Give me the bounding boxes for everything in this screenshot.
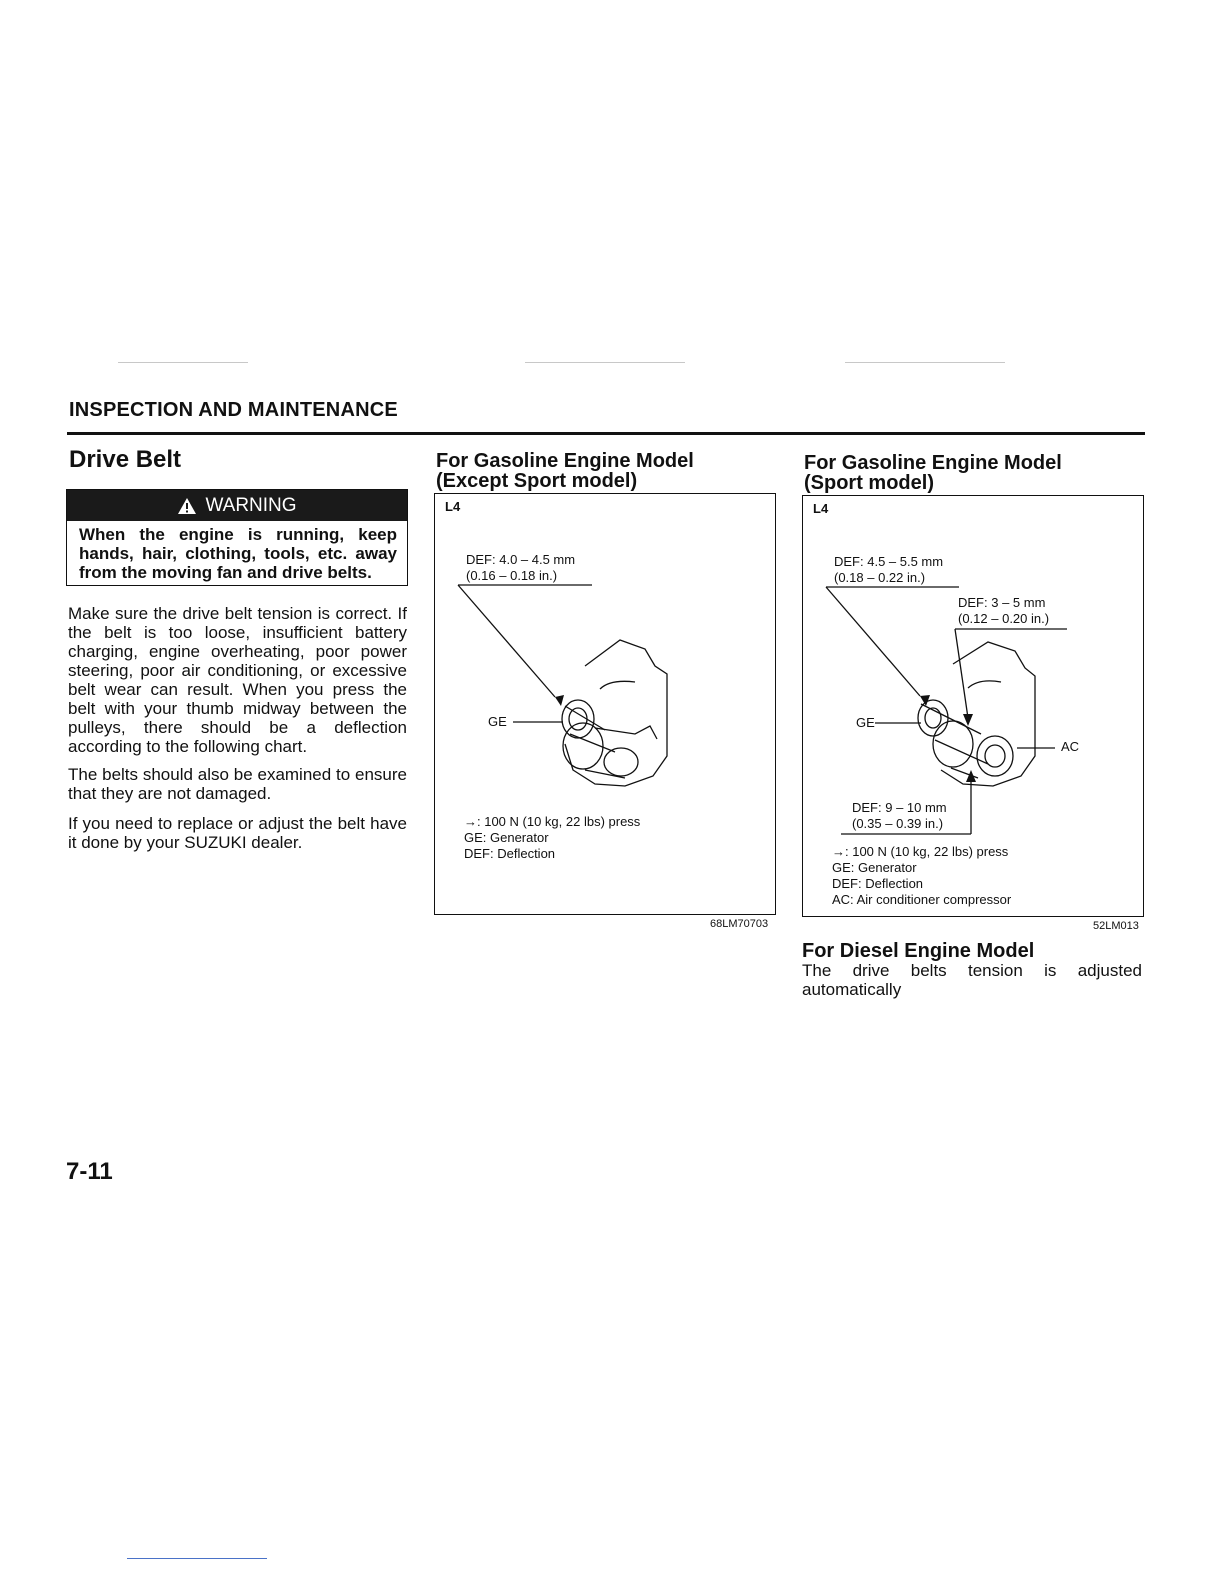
warning-label: WARNING [205,494,297,516]
body-paragraph-dealer: If you need to replace or adjust the belt have it done by your SUZUKI dealer. [68,814,407,852]
figure1-heading-line2: (Except Sport model) [436,470,638,492]
scan-artifact [845,362,1005,363]
figure1-def-line2: (0.16 – 0.18 in.) [466,568,558,583]
figure2-def3-line1: DEF: 9 – 10 mm [852,800,947,815]
figure2-legend-deflection: DEF: Deflection [832,876,924,891]
figure2-def3-label [852,800,947,832]
figure2-legend-generator: GE: Generator [832,860,917,875]
figure2-heading-line1: For Gasoline Engine Model [804,452,1062,474]
figure2-legend-ac-compressor: AC: Air conditioner compressor [832,892,1012,907]
figure1-legend-generator: GE: Generator [464,830,549,845]
figure1-legend-deflection: DEF: Deflection [464,846,556,861]
figure2-def2-line2: (0.12 – 0.20 in.) [958,611,1050,626]
figure1-ge-label: GE [488,714,507,729]
figure2-box [802,495,1144,917]
scan-artifact-link-line [127,1558,267,1559]
warning-text: When the engine is running, keep hands, hair, clothing, tools, etc. away from the moving fan and drive belts. [79,525,397,582]
figure1-legend-press: →: 100 N (10 kg, 22 lbs) press [464,814,641,829]
figure1-code: 68LM70703 [710,918,769,930]
figure1-heading-line1: For Gasoline Engine Model [436,450,694,472]
figure2-def1-line2: (0.18 – 0.22 in.) [834,570,926,585]
figure2-def1-line1: DEF: 4.5 – 5.5 mm [834,554,944,569]
figure1-legend [464,814,640,862]
figure2-heading-line2: (Sport model) [804,472,934,494]
page-number: 7-11 [66,1158,113,1185]
section-header: INSPECTION AND MAINTENANCE [69,399,398,421]
figure1-heading [436,451,694,491]
scan-artifact [118,362,248,363]
diesel-heading: For Diesel Engine Model [802,940,1035,962]
warning-header [67,490,407,521]
diesel-text: The drive belts tension is adjusted automatically [802,961,1142,999]
figure2-ac-label: AC [1061,739,1080,754]
warning-box [66,489,408,586]
body-paragraph-tension: Make sure the drive belt tension is correct. If the belt is too loose, insufficient battery charging, engine overheating, poor power steering, poor air conditioning, or excessive belt wear can result. When you press the belt with your thumb midway between the pulleys, there should be a deflection according to the following chart. [68,604,407,756]
figure2-def3-line2: (0.35 – 0.39 in.) [852,816,944,831]
figure2-code: 52LM013 [1093,920,1139,932]
figure1-tag: L4 [445,499,461,514]
figure2-tag: L4 [813,501,829,516]
body-paragraph-examine: The belts should also be examined to ensure that they are not damaged. [68,765,407,803]
warning-triangle-icon [177,497,197,515]
figure1-box [434,493,776,915]
header-rule [67,432,1145,435]
figure2-def2-line1: DEF: 3 – 5 mm [958,595,1046,610]
figure2-legend-press: →: 100 N (10 kg, 22 lbs) press [832,844,1009,859]
page-title: Drive Belt [69,446,182,473]
figure2-ge-label: GE [856,715,875,730]
figure2-legend [832,844,1011,908]
figure1-def-line1: DEF: 4.0 – 4.5 mm [466,552,576,567]
scan-artifact [525,362,685,363]
figure2-heading [804,453,1062,493]
